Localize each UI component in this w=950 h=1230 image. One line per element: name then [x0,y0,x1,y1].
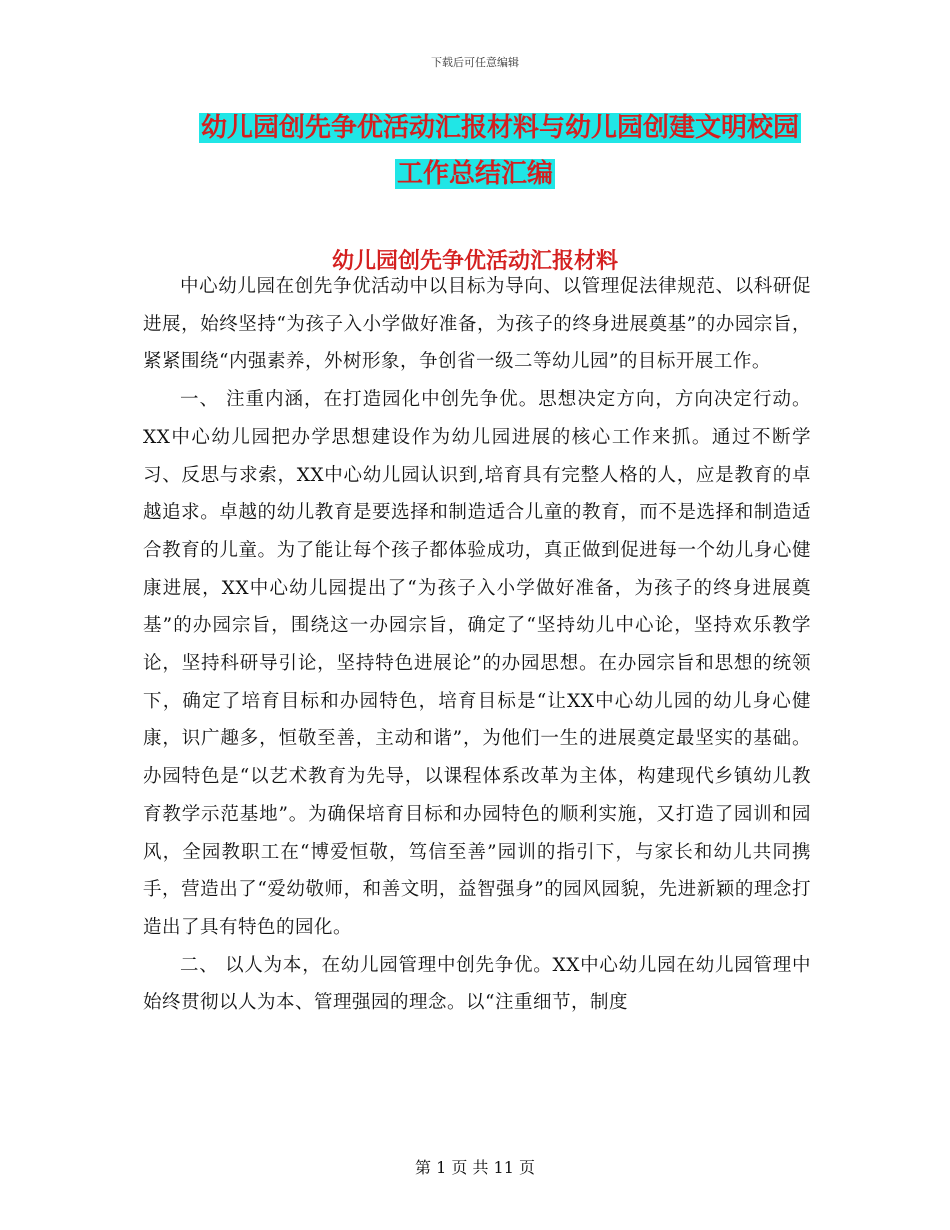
page-header: 下载后可任意编辑 [431,56,519,69]
title-highlight-2: 工作总结汇编 [396,159,553,189]
paragraph-section-1: 一、 注重内涵，在打造园化中创先争优。思想决定方向，方向决定行动。XX中心幼儿园把办学思想建设作为幼儿园进展的核心工作来抓。通过不断学习、反思与求索，XX中心幼儿园认识到,培育具有完整人格的人，应是教育的卓越追求。卓越的幼儿教育是要选择和制造适合儿童的教育，而不是选择和制造适合教育的儿童。为了能让每个孩子都体验成功，真正做到促进每一个幼儿身心健康进展，XX中心幼儿园提出了“为孩子入小学做好准备，为孩子的终身进展奠基”的办园宗旨，围绕这一办园宗旨，确定了“坚持幼儿中心论，坚持欢乐教学论，坚持科研导引论，坚持特色进展论”的办园思想。在办园宗旨和思想的统领下，确定了培育目标和办园特色，培育目标是“让XX中心幼儿园的幼儿身心健康，识广趣多，恒敬至善，主动和谐”，为他们一生的进展奠定最坚实的基础。办园特色是“以艺术教育为先导，以课程体系改革为主体，构建现代乡镇幼儿教育教学示范基地”。为确保培育目标和办园特色的顺利实施，又打造了园训和园风，全园教职工在“博爱恒敬，笃信至善”园训的指引下，与家长和幼儿共同携手，营造出了“爱幼敬师，和善文明，益智强身”的园风园貌，先进新颖的理念打造出了具有特色的园化。 [143,389,811,938]
document-title-line-1 [0,110,950,146]
title-highlight-1: 幼儿园创先争优活动汇报材料与幼儿园创建文明校园 [200,113,799,143]
page-footer: 第 1 页 共 11 页 [415,1158,535,1177]
paragraph-intro: 中心幼儿园在创先争优活动中以目标为导向、以管理促法律规范、以科研促进展，始终坚持“为孩子入小学做好准备，为孩子的终身进展奠基”的办园宗旨，紧紧围绕“内强素养，外树形象，争创省一级二等幼儿园”的目标开展工作。 [143,276,811,373]
document-body [143,268,811,1022]
section-subtitle: 幼儿园创先争优活动汇报材料 [331,249,618,274]
paragraph-section-2: 二、 以人为本，在幼儿园管理中创先争优。XX中心幼儿园在幼儿园管理中始终贯彻以人为本、管理强园的理念。以“注重细节，制度 [143,954,811,1014]
document-title-line-2 [0,156,950,192]
